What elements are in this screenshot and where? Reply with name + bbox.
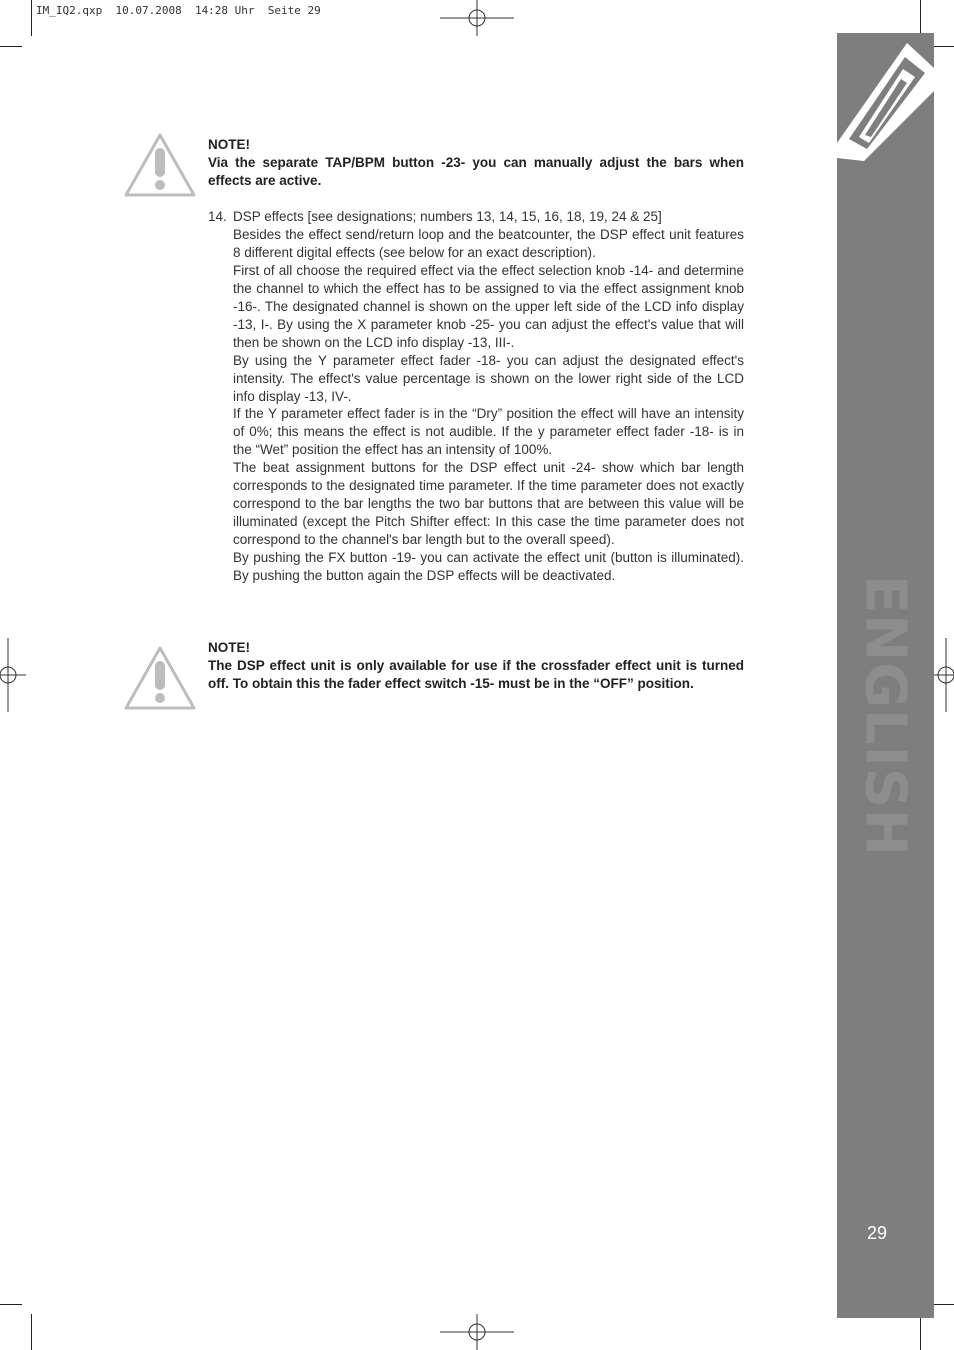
paragraph: By pushing the FX button -19- you can activate the effect unit (button is illuminated). By pushing the button again the DSP effects will be deactivated. <box>233 550 744 584</box>
print-header: IM_IQ2.qxp 10.07.2008 14:28 Uhr Seite 29 <box>36 4 321 17</box>
note-title: NOTE! <box>208 640 250 655</box>
paragraph: If the Y parameter effect fader is in the “Dry” position the effect will have an intensity of 0%; this means the effect is not audible. If the y parameter effect fader -18- is in the “Wet” position the effect has an intensity of 100%. <box>233 406 744 458</box>
registration-mark-icon <box>440 0 514 36</box>
crop-mark <box>920 1314 921 1350</box>
list-item <box>208 208 744 585</box>
warning-icon <box>124 645 196 711</box>
note-body: Via the separate TAP/BPM button -23- you can manually adjust the bars when effects are active. <box>208 155 744 188</box>
paragraph: By using the Y parameter effect fader -18- you can adjust the designated effect's intensity. The effect's value percentage is shown on the lower right side of the LCD info display -13, IV-. <box>233 352 744 404</box>
crop-mark <box>0 1304 22 1305</box>
language-label: ENGLISH <box>852 575 918 857</box>
crop-mark <box>31 1314 32 1350</box>
page-number: 29 <box>867 1223 888 1243</box>
registration-mark-icon <box>0 638 26 712</box>
note-text <box>208 136 744 190</box>
crop-mark <box>932 1304 954 1305</box>
item-number: 14. <box>208 209 227 224</box>
note-text <box>208 639 744 693</box>
crop-mark <box>932 46 954 47</box>
warning-icon <box>124 132 196 198</box>
crop-mark <box>920 0 921 36</box>
paragraph: First of all choose the required effect via the effect selection knob -14- and determine the channel to which the effect has to be assigned to via the effect assignment knob -16-. The designated channel is shown on the upper left side of the LCD info display -13, I-. By using the X parameter knob -25- you can adjust the effect's value that will then be shown on the LCD info display -13, III-. <box>233 262 744 350</box>
registration-mark-icon <box>440 1314 514 1350</box>
side-band <box>837 33 934 1318</box>
note-title: NOTE! <box>208 137 250 152</box>
crop-mark <box>0 46 22 47</box>
brand-logo-icon <box>837 33 934 163</box>
note-body: The DSP effect unit is only available for use if the crossfader effect unit is turned off. To obtain this the fader effect switch -15- must be in the “OFF” position. <box>208 658 744 691</box>
paragraph: The beat assignment buttons for the DSP effect unit -24- show which bar length corresponds to the designated time parameter. If the time parameter does not exactly correspond to the bar lengths the two bar buttons that are between this value will be illuminated (except the Pitch Shifter effect: In this case the time parameter does not correspond to the channel's bar length but to the overall speed). <box>233 460 744 548</box>
item-heading: DSP effects [see designations; numbers 13, 14, 15, 16, 18, 19, 24 & 25] <box>233 209 662 224</box>
crop-mark <box>31 0 32 36</box>
item-body <box>208 226 744 585</box>
paragraph: Besides the effect send/return loop and the beatcounter, the DSP effect unit features 8 different digital effects (see below for an exact description). <box>233 226 744 260</box>
